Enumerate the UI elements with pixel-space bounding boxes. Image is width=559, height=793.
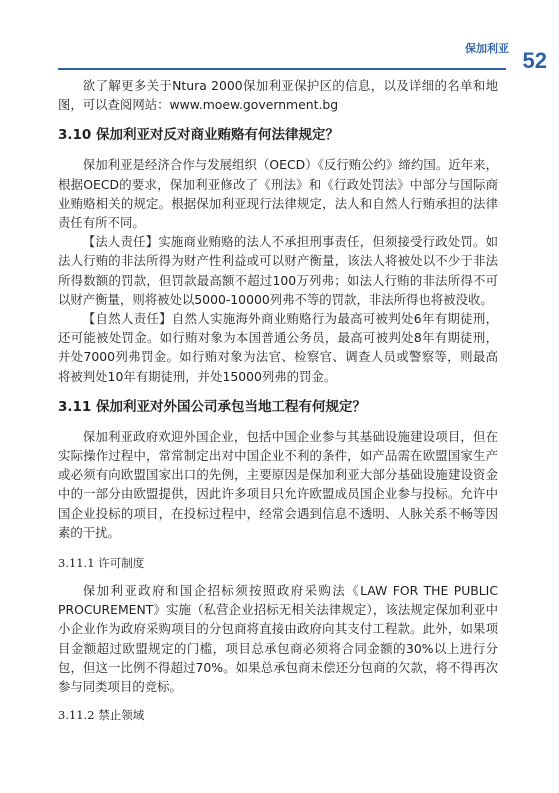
page-number: 52 <box>522 48 547 73</box>
section-label: 保加利亚 <box>465 42 509 55</box>
section-3-10-heading: 3.10 保加利亚对反对商业贿赂有何法律规定？ <box>58 127 340 144</box>
section-3-11-1-heading: 3.11.1 许可制度 <box>58 556 145 571</box>
section-3-11-paragraph: 保加利亚政府欢迎外国企业，包括中国企业参与其基础设施建设项目，但在实际操作过程中，常常制定出对中国企业不利的条件，如产品需在欧盟国家生产或必须有向欧盟国家出口的先例，主要原因是保加利亚大部分基础设施建设资金中的一部分由欧盟提供，因此许多项目只允许欧盟成员国企业参与投标。允许中国企业投标的项目，在投标过程中，经常会遇到信息不透明、人脉关系不畅等因素的干扰。 <box>58 428 498 540</box>
section-3-11-heading: 3.11 保加利亚对外国公司承包当地工程有何规定？ <box>58 398 367 415</box>
section-3-11-1-paragraph: 保加利亚政府和国企招标须按照政府采购法《LAW FOR THE PUBLIC PROCUREMENT》实施（私营企业招标无相关法律规定），该法规定保加利亚中小企业作为政府采购项目的分包商将直接由政府向其支付工程款。此外，如果项目金额超过欧盟规定的门槛，项目总承包商必须将合同金额的30%以上进行分包，但这一比例不得超过70%。如果总承包商未偿还分包商的欠款，将不得再次参与同类项目的竞标。 <box>58 583 498 695</box>
header-rule <box>58 68 506 70</box>
section-3-11-2-heading: 3.11.2 禁止领域 <box>58 708 145 723</box>
section-3-10-paragraph-natural-person: 【自然人责任】自然人实施海外商业贿赂行为最高可被判处6年有期徒刑，还可能被处罚金。如行贿对象为本国普通公务员，最高可被判处8年有期徒刑，并处7000列弗罚金。如行贿对象为法官、检察官、调查人员或警察等，则最高将被判处10年有期徒刑，并处15000列弗的罚金。 <box>58 311 498 384</box>
page-content <box>58 76 498 724</box>
section-3-10-paragraph-oecd: 保加利亚是经济合作与发展组织（OECD）《反行贿公约》缔约国。近年来，根据OECD的要求，保加利亚修改了《刑法》和《行政处罚法》中部分与国际商业贿赂相关的规定。根据保加利亚现行法律规定，法人和自然人行贿承担的法律责任有所不同。 <box>58 157 498 231</box>
section-3-10-paragraph-legal-person: 【法人责任】实施商业贿赂的法人不承担刑事责任，但须接受行政处罚。如法人行贿的非法所得为财产性利益或可以财产衡量，该法人将被处以不少于非法所得数额的罚款，但罚款最高额不超过100万列弗；如法人行贿的非法所得不可以财产衡量，则将被处以5000-10000列弗不等的罚款，非法所得也将被没收。 <box>58 234 498 307</box>
intro-paragraph: 欲了解更多关于Ntura 2000保加利亚保护区的信息，以及详细的名单和地图，可以查阅网站：www.moew.government.bg <box>58 78 498 113</box>
